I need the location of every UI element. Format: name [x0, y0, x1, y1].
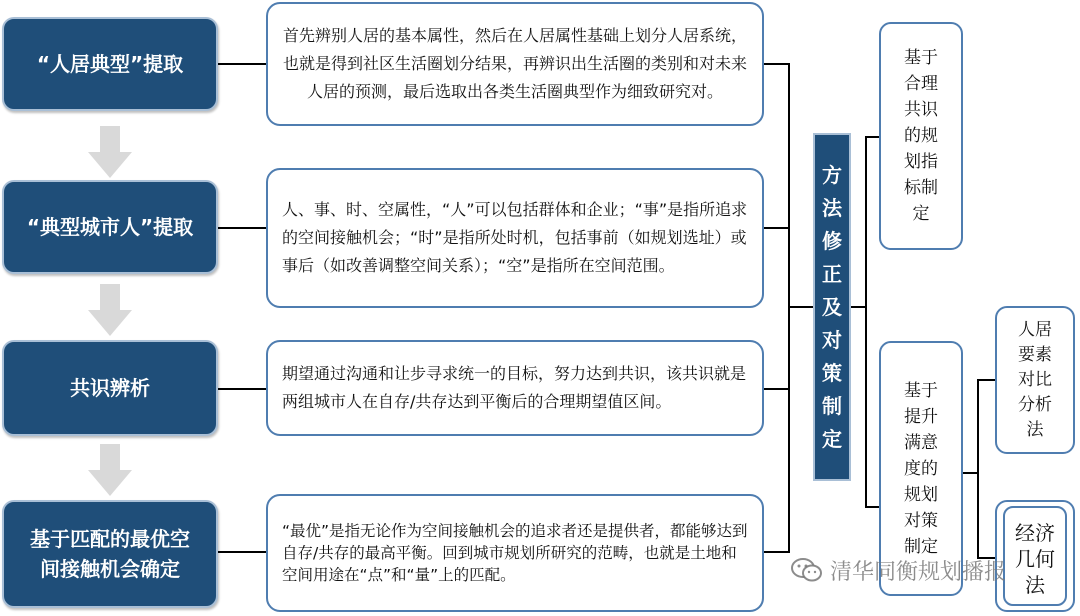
sub-method-box-comparison — [995, 306, 1075, 454]
connector-line — [865, 136, 879, 138]
watermark-text: 清华同衡规划播报 — [830, 559, 1007, 585]
branch-label: 基于合理共识的规划指标制定 — [904, 48, 938, 224]
connector-line — [962, 472, 978, 474]
down-arrow-icon — [88, 284, 132, 336]
description-box-3 — [266, 340, 764, 436]
connector-line — [218, 63, 266, 65]
step-label: “人居典型”提取 — [36, 52, 184, 76]
connector-line — [218, 388, 266, 390]
connector-line — [763, 388, 789, 390]
connector-line — [218, 227, 266, 229]
branch-label: 基于提升满意度的规划对策制定 — [904, 380, 938, 557]
description-box-4 — [266, 494, 764, 612]
branch-box-indicator — [879, 22, 963, 250]
step-label: 共识辨析 — [70, 376, 150, 400]
sub-method-label: 人居要素对比分析法 — [1018, 319, 1052, 440]
step-label: 基于匹配的最优空间接触机会确定 — [30, 527, 190, 581]
connector-line — [850, 306, 866, 308]
description-text: “最优”是指无论作为空间接触机会的追求者还是提供者，都能够达到自存/共存的最高平衡。回到城市规划所研究的范畴，也就是土地和空间用途在“点”和“量”上的匹配。 — [282, 522, 748, 584]
connector-line — [763, 227, 789, 229]
sub-method-label: 经济几何法 — [1015, 521, 1055, 597]
connector-line — [788, 306, 813, 308]
connector-line — [865, 506, 879, 508]
bracket-line — [788, 63, 790, 553]
description-text: 首先辨别人居的基本属性，然后在人居属性基础上划分人居系统，也就是得到社区生活圈划分结果，再辨识出生活圈的类别和对未来人居的预测，最后选取出各类生活圈典型作为细致研究对。 — [282, 26, 747, 101]
connector-line — [218, 551, 266, 553]
connector-line — [977, 379, 995, 381]
description-text: 人、事、时、空属性，“人”可以包括群体和企业；“事”是指所追求的空间接触机会；“时”是指所处时机，包括事前（如规划选址）或事后（如改善调整空间关系）；“空”是指所在空间范围。 — [282, 200, 748, 275]
watermark — [790, 554, 1006, 586]
method-label: 方法修正及对策制定 — [822, 162, 842, 451]
sub-method-box-economic-inner — [1003, 506, 1067, 606]
step-box-2 — [2, 180, 218, 274]
bracket-line — [865, 136, 867, 508]
down-arrow-icon — [88, 444, 132, 496]
step-box-1 — [2, 17, 218, 111]
connector-line — [763, 551, 789, 553]
step-box-3 — [2, 340, 218, 436]
description-box-2 — [266, 168, 764, 308]
step-label: “典型城市人”提取 — [26, 215, 194, 239]
connector-line — [763, 63, 789, 65]
description-text: 期望通过沟通和让步寻求统一的目标，努力达到共识，该共识就是两组城市人在自存/共存达到平衡后的合理期望值区间。 — [282, 364, 747, 411]
method-box — [813, 133, 851, 481]
down-arrow-icon — [88, 126, 132, 178]
wechat-icon — [790, 556, 824, 584]
description-box-1 — [266, 2, 764, 126]
bracket-line — [977, 379, 979, 559]
step-box-4 — [2, 500, 218, 608]
